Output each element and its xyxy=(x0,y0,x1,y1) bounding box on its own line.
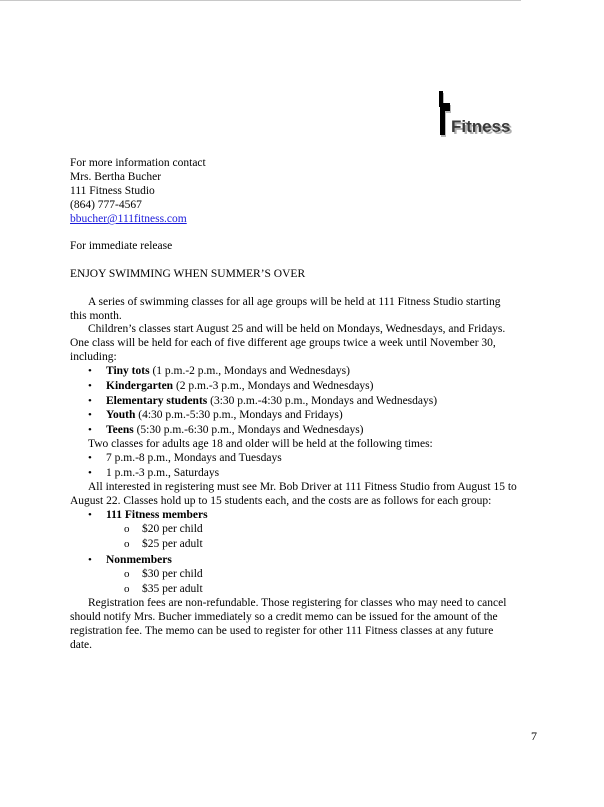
para1-line1: A series of swimming classes for all age groups will be held at 111 Fitness Studio starting xyxy=(88,296,501,308)
para1-line2: this month. xyxy=(70,310,122,322)
register-line1: All interested in registering must see Mr. Bob Driver at 111 Fitness Studio from August 15 to xyxy=(88,481,517,493)
contact-name: Mrs. Bertha Bucher xyxy=(70,171,162,183)
fees-line3: registration fee. The memo can be used to register for other 111 Fitness classes at any future xyxy=(70,625,494,637)
fees-line4: date. xyxy=(70,639,93,651)
bullet-icon: • xyxy=(88,452,92,464)
para2-line2: One class will be held for each of five different age groups twice a week until November 30, xyxy=(70,337,496,349)
list-item: 7 p.m.-8 p.m., Mondays and Tuesdays xyxy=(106,452,282,464)
headline: ENJOY SWIMMING WHEN SUMMER’S OVER xyxy=(70,268,306,280)
sub-bullet-icon: o xyxy=(124,583,130,595)
nonmembers-child-price: $30 per child xyxy=(142,568,203,580)
sub-bullet-icon: o xyxy=(124,523,130,535)
bullet-icon: • xyxy=(88,409,92,421)
contact-intro: For more information contact xyxy=(70,157,206,169)
list-item: Tiny tots (1 p.m.-2 p.m., Mondays and Wednesdays) xyxy=(106,365,350,377)
sub-bullet-icon: o xyxy=(124,538,130,550)
fees-line1: Registration fees are non-refundable. Those registering for classes who may need to cancel xyxy=(88,597,507,609)
bullet-icon: • xyxy=(88,554,92,566)
page-number: 7 xyxy=(531,729,537,743)
bullet-icon: • xyxy=(88,467,92,479)
list-item: Youth (4:30 p.m.-5:30 p.m., Mondays and Fridays) xyxy=(106,409,343,421)
para2-line1: Children’s classes start August 25 and will be held on Mondays, Wednesdays, and Fridays. xyxy=(88,323,506,335)
contact-email-link[interactable]: bbucher@111fitness.com xyxy=(70,213,187,225)
nonmembers-label: Nonmembers xyxy=(106,554,172,566)
bullet-icon: • xyxy=(88,380,92,392)
members-adult-price: $25 per adult xyxy=(142,538,203,550)
contact-org: 111 Fitness Studio xyxy=(70,185,155,197)
list-item: Teens (5:30 p.m.-6:30 p.m., Mondays and Wednesdays) xyxy=(106,424,364,436)
top-rule xyxy=(0,0,521,1)
register-line2: August 22. Classes hold up to 15 students each, and the costs are as follows for each group: xyxy=(70,495,492,507)
adults-intro: Two classes for adults age 18 and older will be held at the following times: xyxy=(88,438,433,450)
list-item: 1 p.m.-3 p.m., Saturdays xyxy=(106,467,220,479)
list-item: Elementary students (3:30 p.m.-4:30 p.m., Mondays and Wednesdays) xyxy=(106,395,438,407)
sub-bullet-icon: o xyxy=(124,568,130,580)
bullet-icon: • xyxy=(88,395,92,407)
para2-line3: including: xyxy=(70,351,117,363)
members-label: 111 Fitness members xyxy=(106,509,208,521)
bullet-icon: • xyxy=(88,365,92,377)
bullet-icon: • xyxy=(88,424,92,436)
release-line: For immediate release xyxy=(70,240,173,252)
bullet-icon: • xyxy=(88,509,92,521)
list-item: Kindergarten (2 p.m.-3 p.m., Mondays and Wednesdays) xyxy=(106,380,374,392)
logo-text: Fitness xyxy=(451,117,511,136)
members-child-price: $20 per child xyxy=(142,523,203,535)
nonmembers-adult-price: $35 per adult xyxy=(142,583,203,595)
fees-line2: should notify Mrs. Bucher immediately so a credit memo can be issued for the amount of the xyxy=(70,611,498,623)
contact-phone: (864) 777-4567 xyxy=(70,199,142,211)
